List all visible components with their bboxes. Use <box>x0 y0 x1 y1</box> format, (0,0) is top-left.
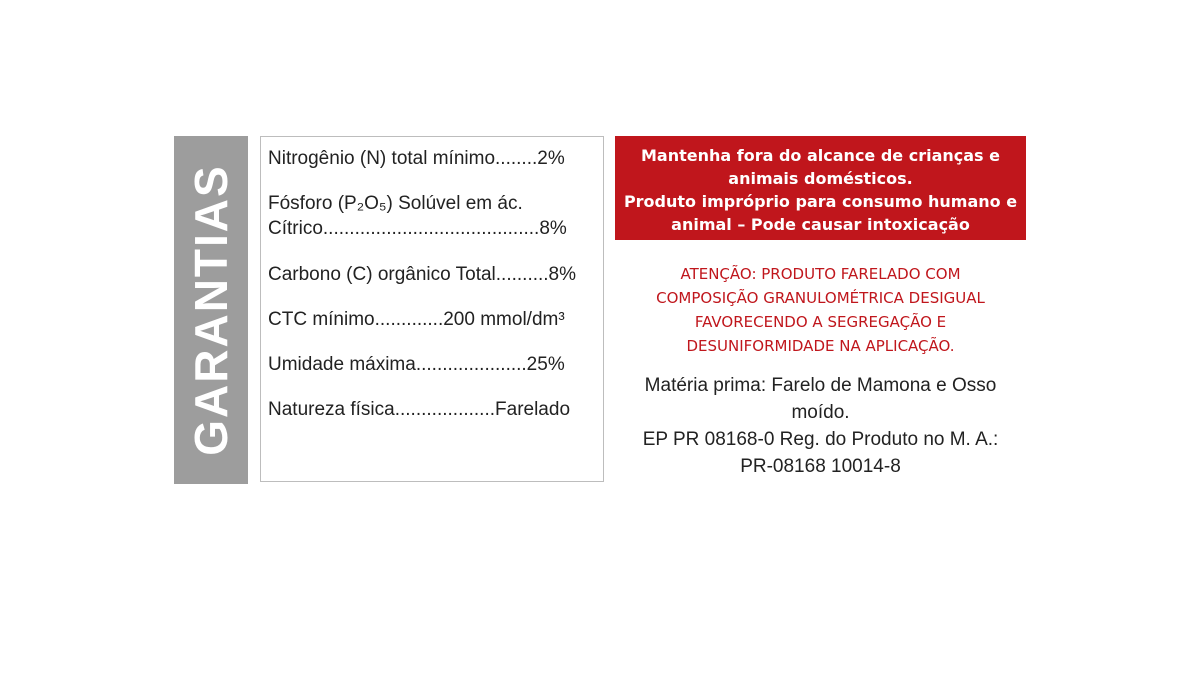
raw-material-info <box>615 372 1026 480</box>
registration-line-1: EP PR 08168-0 Reg. do Produto no M. A.: <box>642 429 999 450</box>
guarantee-ctc: CTC mínimo.............200 mmol/dm³ <box>268 309 565 330</box>
warning-line-4: animal – Pode causar intoxicação <box>671 215 970 234</box>
attention-line-3: FAVORECENDO A SEGREGAÇÃO E <box>694 313 947 331</box>
registration-line-2: PR-08168 10014-8 <box>740 456 901 477</box>
material-line-1: Matéria prima: Farelo de Mamona e Osso <box>644 375 997 396</box>
attention-line-4: DESUNIFORMIDADE NA APLICAÇÃO. <box>686 337 955 355</box>
material-line-2: moído. <box>791 402 850 423</box>
warning-line-1: Mantenha fora do alcance de crianças e <box>641 146 1000 165</box>
guarantee-nature: Natureza física...................Farelado <box>268 399 571 420</box>
attention-line-1: ATENÇÃO: PRODUTO FARELADO COM <box>680 265 961 283</box>
guarantee-carbon: Carbono (C) orgânico Total..........8% <box>268 264 577 285</box>
warning-line-2: animais domésticos. <box>728 169 913 188</box>
attention-line-2: COMPOSIÇÃO GRANULOMÉTRICA DESIGUAL <box>656 289 985 307</box>
warning-line-3: Produto impróprio para consumo humano e <box>623 192 1018 211</box>
guarantee-phosphorus-line1: Fósforo (P₂O₅) Solúvel em ác. <box>268 193 523 214</box>
attention-notice <box>615 262 1026 358</box>
guarantees-box <box>260 136 604 482</box>
guarantees-vertical-title: GARANTIAS <box>185 164 237 456</box>
guarantee-phosphorus <box>268 191 603 241</box>
guarantee-humidity: Umidade máxima.....................25% <box>268 354 565 375</box>
guarantee-nitrogen: Nitrogênio (N) total mínimo........2% <box>268 148 565 169</box>
safety-warning-box <box>615 136 1026 240</box>
guarantee-phosphorus-line2: Cítrico.........................................8% <box>268 218 567 239</box>
guarantees-side-band <box>174 136 248 484</box>
